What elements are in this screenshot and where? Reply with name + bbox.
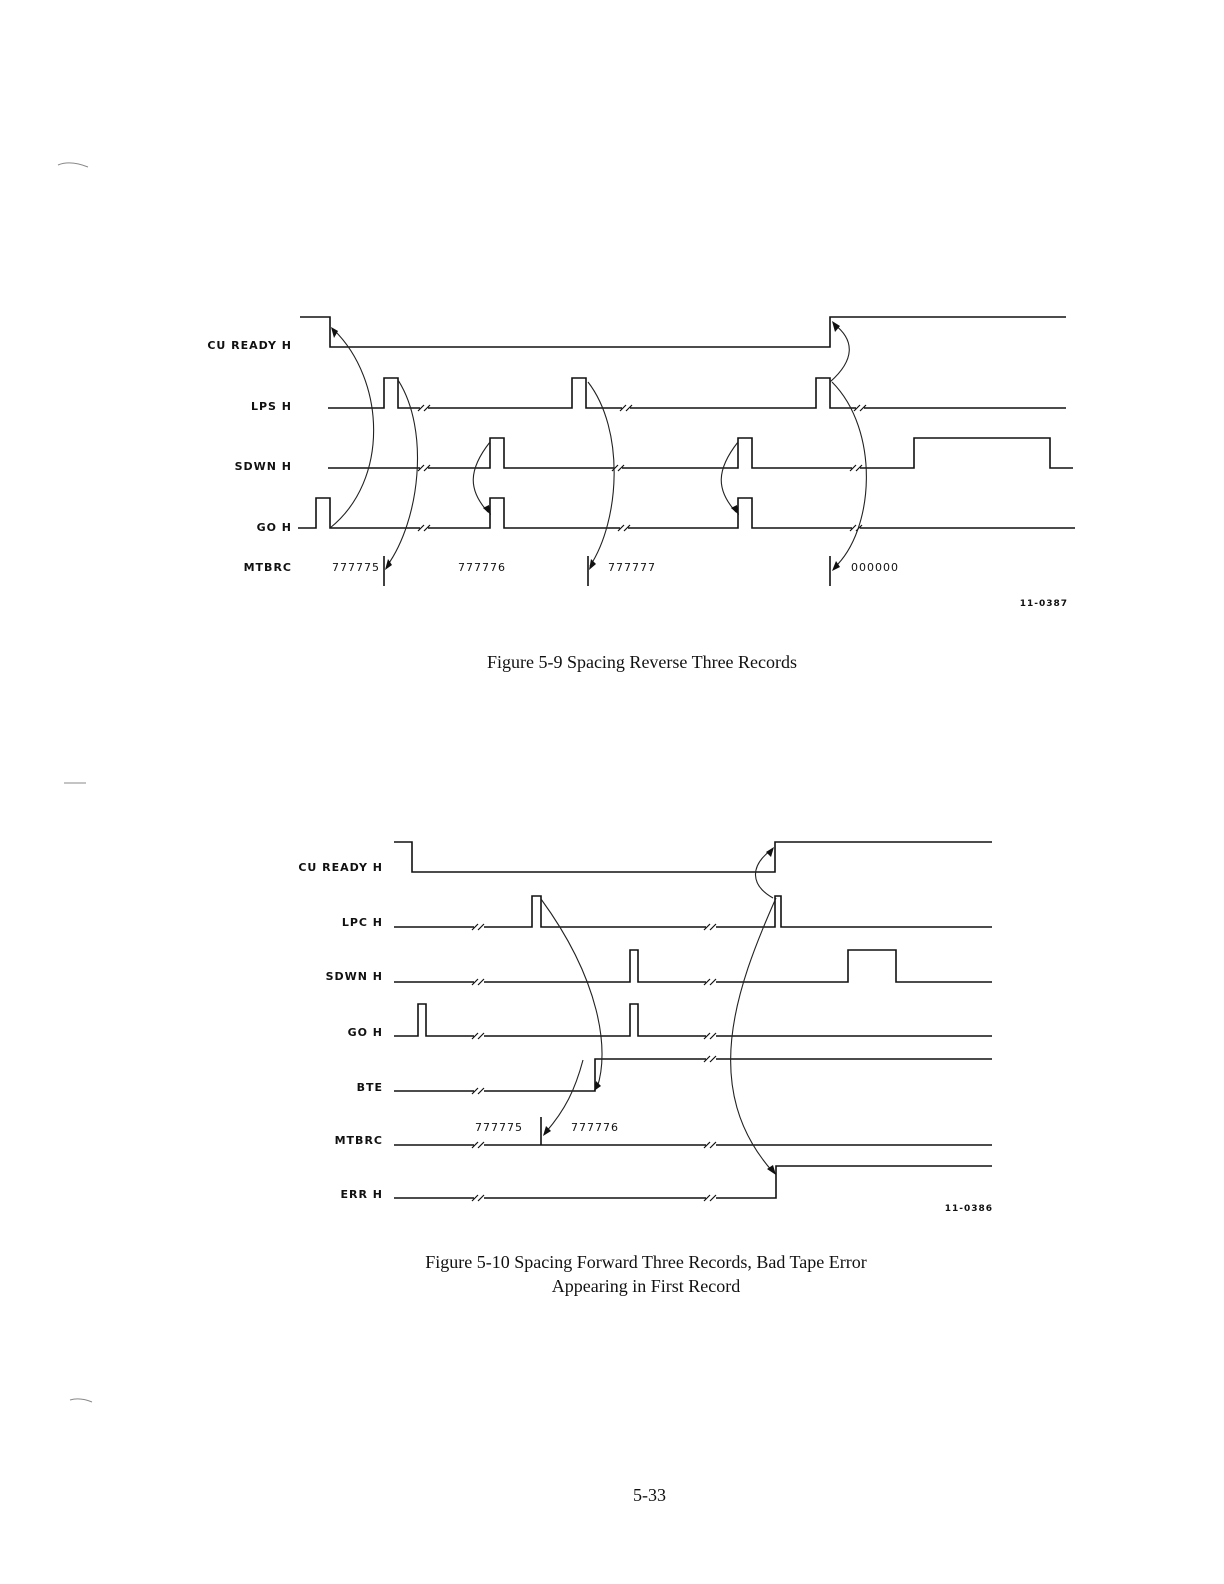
waveform-go [394, 1004, 992, 1036]
signal-label-err: ERR H [340, 1188, 383, 1201]
signal-label-sdwn: SDWN H [234, 460, 292, 473]
mtbrc-value-4: 000000 [851, 561, 899, 574]
signal-label-go: GO H [256, 521, 292, 534]
waveform-bte [394, 1059, 992, 1091]
signal-label-cu-ready: CU READY H [298, 861, 383, 874]
waveform-lpc [394, 896, 992, 927]
time-break-marks [472, 924, 716, 1201]
figure-5-10-caption-line-2: Appearing in First Record [551, 1276, 741, 1296]
signal-label-bte: BTE [356, 1081, 383, 1094]
figure-5-10-caption-line-1: Figure 5-10 Spacing Forward Three Records, Bad Tape Error [425, 1252, 867, 1272]
page-number: 5-33 [633, 1485, 666, 1505]
figure-reference-number: 11-0386 [944, 1204, 993, 1214]
signal-label-lps: LPS H [250, 400, 292, 413]
signal-label-mtbrc: MTBRC [243, 561, 292, 574]
signal-label-cu-ready: CU READY H [207, 339, 292, 352]
mtbrc-value-1: 777775 [475, 1121, 523, 1134]
figure-reference-number: 11-0387 [1019, 599, 1068, 609]
mtbrc-value-3: 777777 [608, 561, 656, 574]
waveform-err [394, 1166, 992, 1198]
signal-label-lpc: LPC H [341, 916, 383, 929]
mtbrc-value-2: 777776 [571, 1121, 619, 1134]
signal-label-mtbrc: MTBRC [334, 1134, 383, 1147]
signal-label-sdwn: SDWN H [325, 970, 383, 983]
waveform-cu-ready [394, 842, 992, 872]
mtbrc-value-2: 777776 [458, 561, 506, 574]
mtbrc-value-1: 777775 [332, 561, 380, 574]
signal-label-go: GO H [347, 1026, 383, 1039]
figure-5-9-caption: Figure 5-9 Spacing Reverse Three Records [486, 652, 798, 672]
waveform-sdwn [394, 950, 992, 982]
